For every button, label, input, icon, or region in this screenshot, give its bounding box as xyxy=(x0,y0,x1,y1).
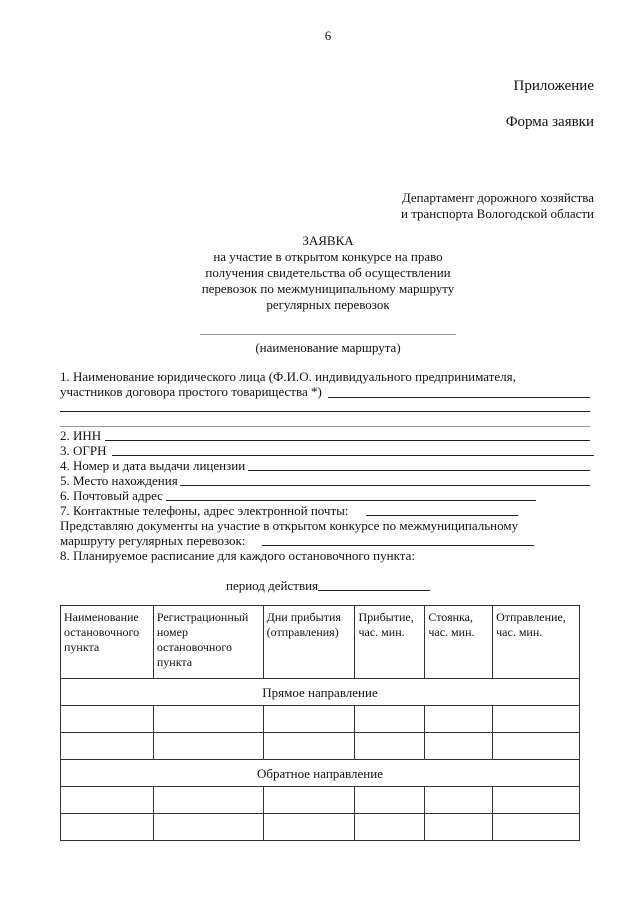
table-cell[interactable] xyxy=(493,814,580,841)
period-label: период действия xyxy=(226,578,319,593)
table-cell[interactable] xyxy=(355,706,425,733)
section-reverse-row xyxy=(61,760,580,787)
table-row xyxy=(61,706,580,733)
form-name: Форма заявки xyxy=(505,114,594,130)
item-1-label-line-1: 1. Наименование юридического лица (Ф.И.О. индивидуального предпринимателя, xyxy=(60,369,516,384)
document-title: ЗАЯВКА xyxy=(302,233,354,248)
location-field[interactable] xyxy=(180,485,590,486)
table-cell[interactable] xyxy=(61,706,154,733)
table-cell[interactable] xyxy=(355,814,425,841)
subtitle-line-3: перевозок по межмуниципальному маршруту xyxy=(201,281,455,296)
table-cell[interactable] xyxy=(493,733,580,760)
inn-field[interactable] xyxy=(105,440,590,441)
schedule-table xyxy=(60,605,580,841)
table-row xyxy=(61,787,580,814)
route-caption: (наименование маршрута) xyxy=(255,340,401,355)
subtitle-line-4: регулярных перевозок xyxy=(266,297,390,312)
table-cell[interactable] xyxy=(153,787,263,814)
table-cell[interactable] xyxy=(153,733,263,760)
appendix-label: Приложение xyxy=(513,78,594,94)
period-field[interactable] xyxy=(318,590,430,591)
ogrn-field[interactable] xyxy=(112,455,594,456)
table-row xyxy=(61,814,580,841)
table-cell[interactable] xyxy=(263,787,355,814)
recipient-line-1: Департамент дорожного хозяйства xyxy=(401,190,594,205)
section-direct: Прямое направление xyxy=(61,679,580,706)
table-cell[interactable] xyxy=(493,706,580,733)
table-cell[interactable] xyxy=(153,706,263,733)
item-2-label: 2. ИНН xyxy=(60,428,102,443)
item-3-label: 3. ОГРН xyxy=(60,443,107,458)
recipient-block xyxy=(401,190,594,222)
table-cell[interactable] xyxy=(425,814,493,841)
recipient-line-2: и транспорта Вологодской области xyxy=(400,206,594,221)
item-4-label: 4. Номер и дата выдачи лицензии xyxy=(60,458,246,473)
documents-line-2: маршруту регулярных перевозок: xyxy=(60,533,246,548)
license-field[interactable] xyxy=(248,470,590,471)
item-6-label: 6. Почтовый адрес xyxy=(60,488,163,503)
documents-field[interactable] xyxy=(262,545,534,546)
documents-line-1: Представляю документы на участие в открытом конкурсе по межмуниципальному xyxy=(60,518,519,533)
item-7-label: 7. Контактные телефоны, адрес электронной почты: xyxy=(60,503,349,518)
table-cell[interactable] xyxy=(61,787,154,814)
item-1-field-extra-1[interactable] xyxy=(60,411,590,412)
subtitle-line-2: получения свидетельства об осуществлении xyxy=(205,265,451,280)
subtitle-line-1: на участие в открытом конкурсе на право xyxy=(213,249,443,264)
table-cell[interactable] xyxy=(355,787,425,814)
postal-address-field[interactable] xyxy=(166,500,536,501)
table-cell[interactable] xyxy=(61,814,154,841)
header-arrival: Прибытие, час. мин. xyxy=(355,606,425,679)
header-registration-number: Регистрационный номер остановочного пункта xyxy=(153,606,263,679)
item-1-field[interactable] xyxy=(328,397,590,398)
table-cell[interactable] xyxy=(355,733,425,760)
table-cell[interactable] xyxy=(263,706,355,733)
document-subtitle xyxy=(0,249,640,313)
item-8-label: 8. Планируемое расписание для каждого остановочного пункта: xyxy=(60,548,415,563)
table-cell[interactable] xyxy=(61,733,154,760)
table-row xyxy=(61,733,580,760)
header-stop-name: Наименование остановочного пункта xyxy=(61,606,154,679)
table-cell[interactable] xyxy=(425,787,493,814)
section-reverse: Обратное направление xyxy=(61,760,580,787)
contacts-field[interactable] xyxy=(366,515,518,516)
header-departure: Отправление, час. мин. xyxy=(493,606,580,679)
table-cell[interactable] xyxy=(425,733,493,760)
page-number: 6 xyxy=(324,28,332,43)
section-direct-row xyxy=(61,679,580,706)
table-header-row xyxy=(61,606,580,679)
table-cell[interactable] xyxy=(263,733,355,760)
route-name-line[interactable] xyxy=(200,334,456,335)
header-days: Дни прибытия (отправления) xyxy=(263,606,355,679)
header-stop-time: Стоянка, час. мин. xyxy=(425,606,493,679)
table-cell[interactable] xyxy=(425,706,493,733)
item-1-label-line-2: участников договора простого товарищества *) xyxy=(60,384,322,399)
item-5-label: 5. Место нахождения xyxy=(60,473,178,488)
table-cell[interactable] xyxy=(153,814,263,841)
table-cell[interactable] xyxy=(263,814,355,841)
item-1-field-extra-2[interactable] xyxy=(60,426,590,427)
table-cell[interactable] xyxy=(493,787,580,814)
